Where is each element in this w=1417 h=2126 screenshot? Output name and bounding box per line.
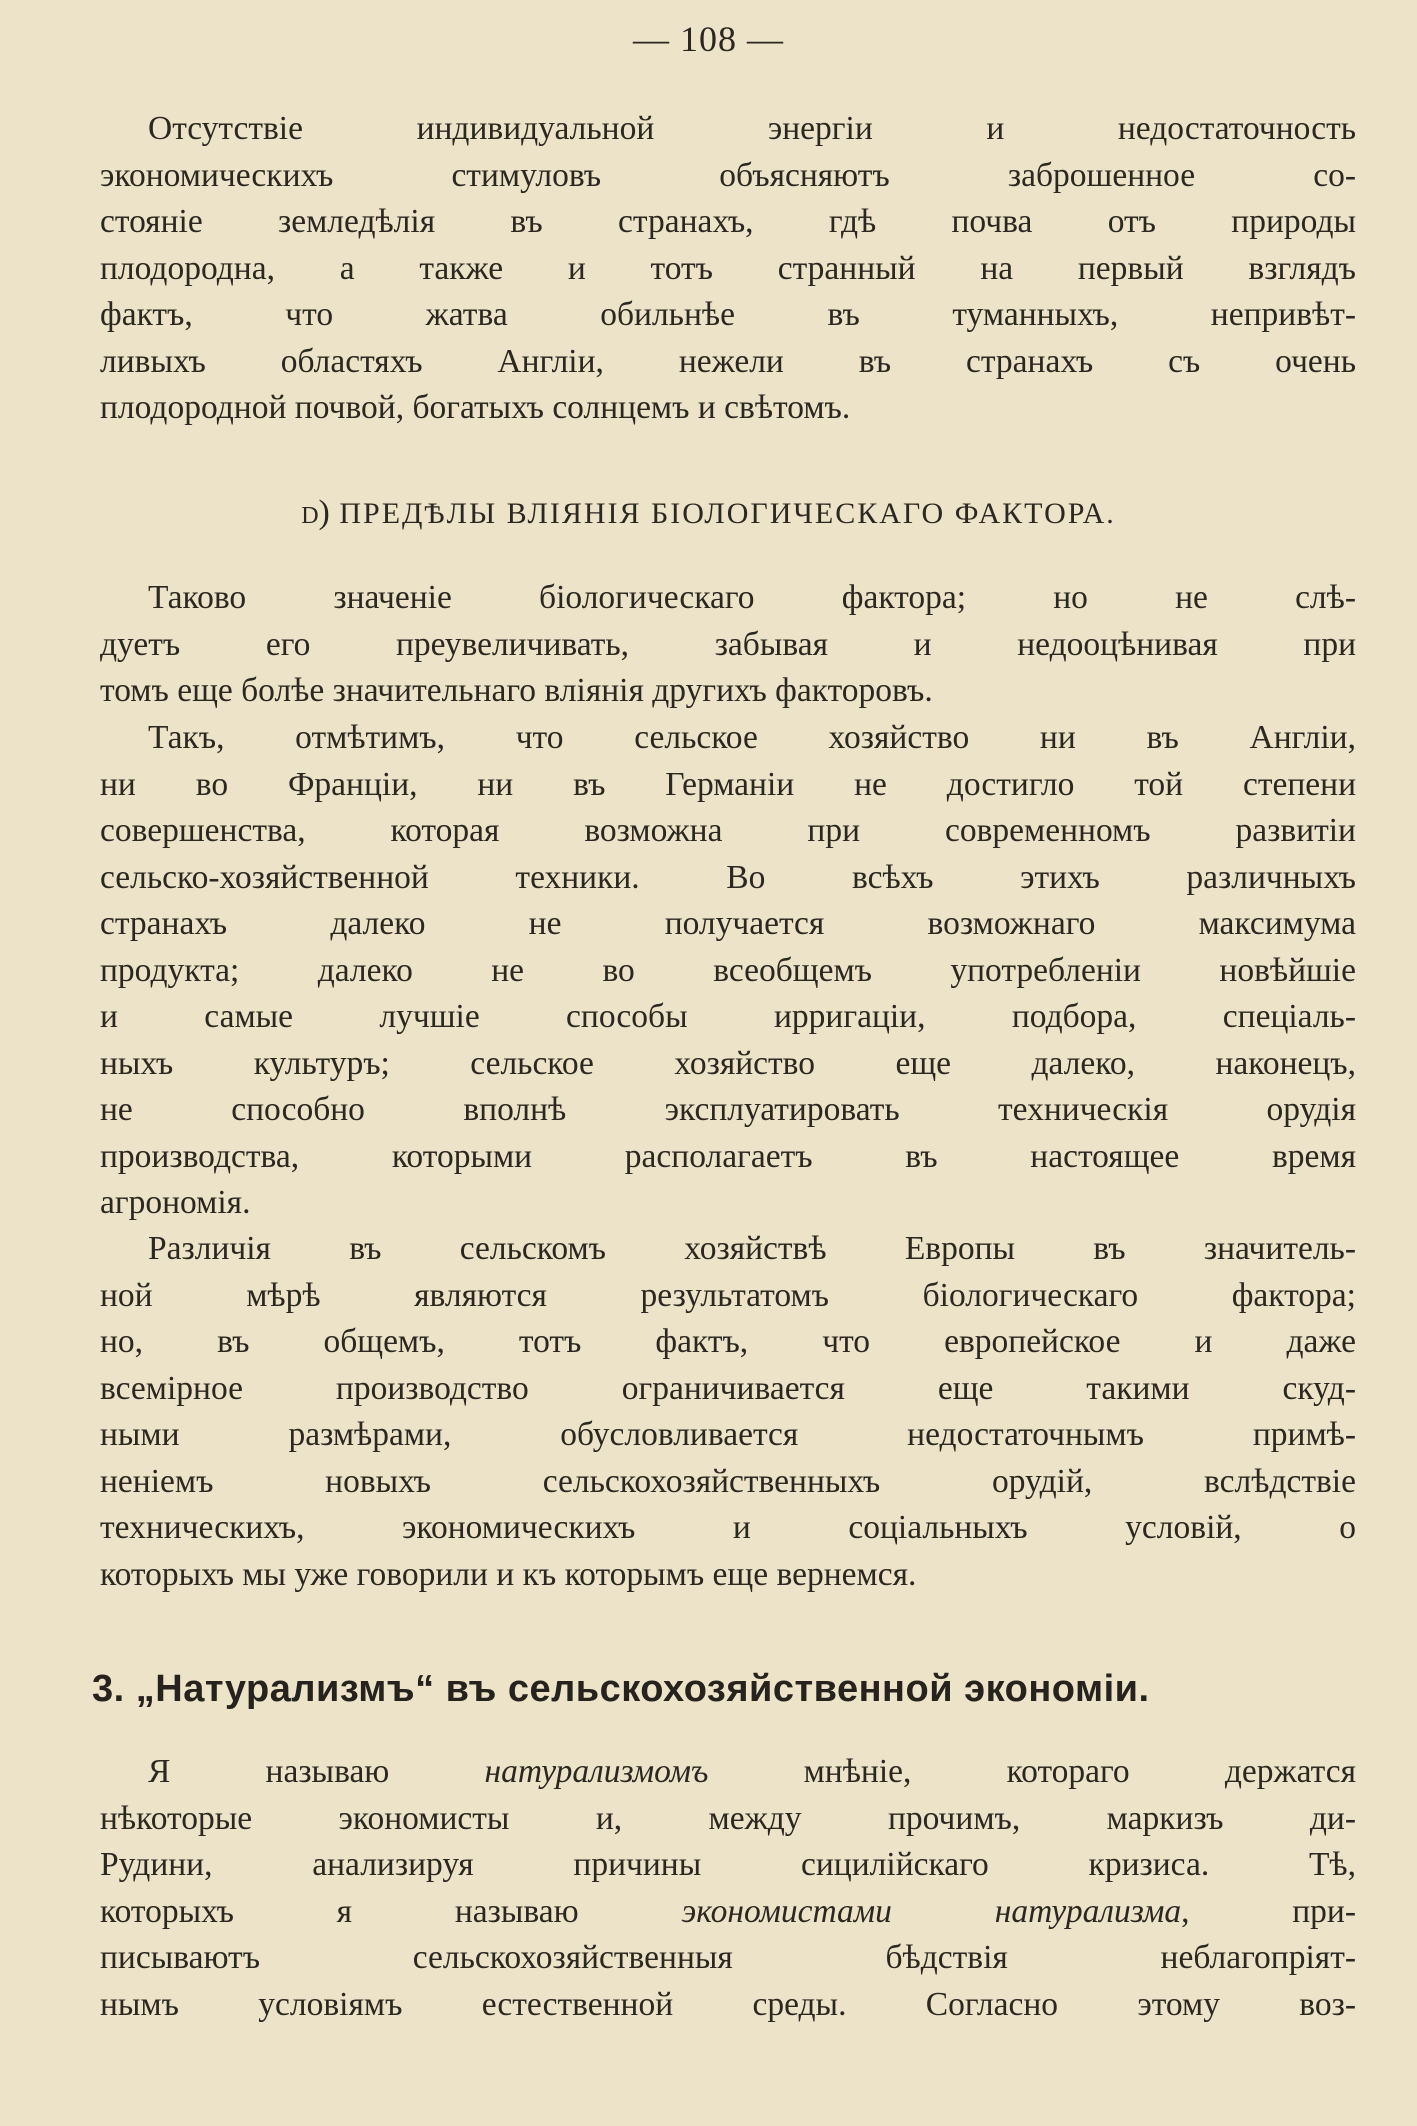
text-line (100, 1749, 1356, 1796)
text-line: плодородна, а также и тотъ странный на первый взглядъ (100, 249, 1356, 287)
text-line: всемірное производство ограничивается еще такими скуд- (100, 1369, 1356, 1407)
text-line: нѣкоторые экономисты и, между прочимъ, маркизъ ди- (100, 1799, 1356, 1837)
paragraph-4 (100, 1226, 1356, 1598)
paragraph-5 (100, 1749, 1356, 2028)
paragraph-1 (100, 106, 1356, 432)
text-run: которыхъ я называю (100, 1892, 682, 1930)
text-line: Таково значеніе біологическаго фактора; но не слѣ- (148, 579, 1356, 616)
paragraph-2 (100, 575, 1356, 715)
page-number: — 108 — (633, 19, 784, 59)
subsection-title (0, 494, 1417, 532)
text-line: нымъ условіямъ естественной среды. Согласно этому воз- (100, 1985, 1356, 2023)
text-line: Различія въ сельскомъ хозяйствѣ Европы въ значитель- (148, 1230, 1356, 1267)
text-line: писываютъ сельскохозяйственныя бѣдствія неблагопріят- (100, 1939, 1356, 1976)
text-line: Рудини, анализируя причины сицилійскаго кризиса. Тѣ, (100, 1846, 1356, 1883)
text-line: Такъ, отмѣтимъ, что сельское хозяйство ни въ Англіи, (148, 719, 1356, 756)
text-line: ни во Франціи, ни въ Германіи не достигло той степени (100, 765, 1356, 803)
text-line: стояніе земледѣлія въ странахъ, гдѣ почва отъ природы (100, 203, 1356, 240)
text-line: ной мѣрѣ являются результатомъ біологическаго фактора; (100, 1276, 1356, 1314)
text-run: Я называю (148, 1753, 485, 1790)
text-line: фактъ, что жатва обильнѣе въ туманныхъ, непривѣт- (100, 296, 1356, 333)
emphasis-term: экономистами натурализма (681, 1892, 1182, 1930)
text-line: агрономія. (100, 1184, 251, 1221)
text-line: плодородной почвой, богатыхъ солнцемъ и свѣтомъ. (100, 389, 851, 426)
text-line: томъ еще болѣе значительнаго вліянія другихъ факторовъ. (100, 672, 933, 709)
text-line: ныхъ культуръ; сельское хозяйство еще далеко, наконецъ, (100, 1044, 1356, 1082)
text-line: и самые лучшіе способы ирригаціи, подбора, спеціаль- (100, 998, 1356, 1035)
text-line (100, 1889, 1356, 1936)
text-line: производства, которыми располагаетъ въ настоящее время (100, 1137, 1356, 1175)
text-line: неніемъ новыхъ сельскохозяйственныхъ орудій, вслѣдствіе (100, 1462, 1356, 1500)
subsection-text: ПРЕДѢЛЫ ВЛІЯНІЯ БІОЛОГИЧЕСКАГО ФАКТОРА. (339, 497, 1116, 530)
text-line: техническихъ, экономическихъ и соціальныхъ условій, о (100, 1509, 1356, 1546)
text-line: не способно вполнѣ эксплуатировать техническія орудія (100, 1091, 1356, 1128)
text-line: сельско-хозяйственной техники. Во всѣхъ этихъ различныхъ (100, 858, 1356, 896)
text-line: которыхъ мы уже говорили и къ которымъ еще вернемся. (100, 1555, 917, 1593)
text-line: дуетъ его преувеличивать, забывая и недооцѣнивая при (100, 625, 1356, 663)
subsection-letter: d) (301, 494, 330, 531)
text-line: совершенства, которая возможна при современномъ развитіи (100, 812, 1356, 849)
text-line: ливыхъ областяхъ Англіи, нежели въ странахъ съ очень (100, 342, 1356, 380)
text-line: Отсутствіе индивидуальной энергіи и недостаточность (148, 110, 1356, 147)
text-run: , при- (1181, 1892, 1356, 1930)
text-line: но, въ общемъ, тотъ фактъ, что европейское и даже (100, 1323, 1356, 1360)
text-line: экономическихъ стимуловъ объясняютъ заброшенное со- (100, 156, 1356, 194)
section-title: 3. „Натурализмъ“ въ сельскохозяйственной экономіи. (92, 1668, 1150, 1710)
text-line: странахъ далеко не получается возможнаго максимума (100, 905, 1356, 942)
text-run: мнѣніе, котораго держатся (708, 1753, 1356, 1790)
text-line: ными размѣрами, обусловливается недостаточнымъ примѣ- (100, 1416, 1356, 1453)
paragraph-3 (100, 715, 1356, 1227)
emphasis-term: натурализмомъ (484, 1753, 709, 1790)
text-line: продукта; далеко не во всеобщемъ употребленіи новѣйшіе (100, 951, 1356, 989)
